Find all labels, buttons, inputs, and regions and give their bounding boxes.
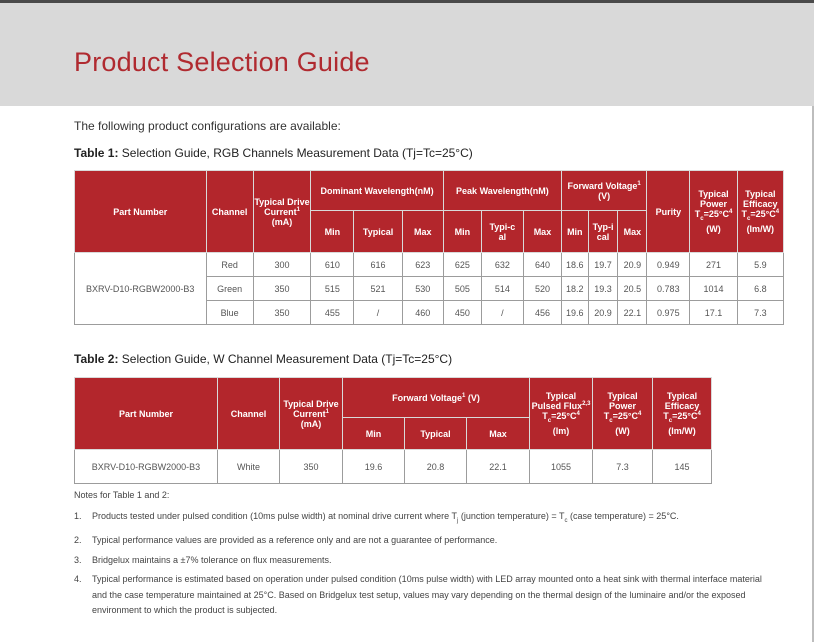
- note-sub: c: [564, 517, 568, 524]
- t1-purity-val: 0.975: [647, 301, 690, 325]
- t2-vf-max: Max: [467, 418, 530, 450]
- t1-dom-max-val: 460: [402, 301, 443, 325]
- table1-caption-text: Selection Guide, RGB Channels Measurement Data (Tj=Tc=25°C): [118, 146, 473, 160]
- t1-peak-min: Min: [443, 211, 481, 253]
- note-item: [74, 509, 764, 529]
- t1-fv-sup: 1: [637, 180, 641, 187]
- table2-caption: [74, 352, 452, 366]
- t1-current: 350: [253, 301, 311, 325]
- t1-header-power: [690, 171, 737, 253]
- t1-peak-typ-val: /: [481, 301, 523, 325]
- t2-header-channel: Channel: [218, 378, 280, 450]
- t1-header-part-number: Part Number: [75, 171, 207, 253]
- t2-vf-min: Min: [343, 418, 405, 450]
- t1-dom-typ: Typical: [354, 211, 402, 253]
- t1-header-channel: Channel: [206, 171, 253, 253]
- t2-flux-cond-rest: =25°C: [551, 411, 577, 422]
- t2-efficacy-cond-rest: =25°C: [672, 411, 698, 422]
- table2: [74, 377, 712, 484]
- t1-efficacy-val: 5.9: [737, 253, 783, 277]
- note-text: Typical performance is estimated based on operation under pulsed condition (10ms pulse width) with LED array mounted onto a heat sink with thermal interface material and the case temperature maintained at 25°C. Based on Bridgelux test setup, values may vary depending on the thermal design of the luminaire and/or the exposed environment to which the product is subjected.: [92, 574, 762, 616]
- t2-efficacy-cond-sub: c: [668, 417, 673, 424]
- t1-dom-typ-val: 616: [354, 253, 402, 277]
- t1-dom-max: Max: [402, 211, 443, 253]
- t2-flux-cond-sub: c: [547, 417, 552, 424]
- t1-drive-current-label: Typical Drive Current: [254, 196, 310, 217]
- t1-power-val: 1014: [690, 277, 737, 301]
- t2-power-cond-sub: c: [609, 417, 613, 424]
- t1-vf-typ: Typ-ical: [588, 211, 618, 253]
- t2-drive-current-unit: (mA): [300, 418, 322, 429]
- t1-channel: Blue: [206, 301, 253, 325]
- note-sub: j: [457, 517, 459, 524]
- t1-vf-min-val: 19.6: [561, 301, 588, 325]
- table2-header-row: [75, 378, 712, 418]
- t1-header-efficacy: [737, 171, 783, 253]
- t2-flux-unit: (lm): [552, 425, 570, 436]
- t1-vf-max: Max: [618, 211, 647, 253]
- t1-dom-min-val: 610: [311, 253, 354, 277]
- note-number: 4.: [74, 574, 82, 585]
- t2-efficacy-val: 145: [653, 450, 712, 484]
- t1-peak-max-val: 640: [523, 253, 561, 277]
- note-text: Typical performance values are provided as a reference only and are not a guarantee of performance.: [92, 535, 498, 546]
- t2-vf-typ: Typical: [405, 418, 467, 450]
- t1-channel: Green: [206, 277, 253, 301]
- t2-fv-sup: 1: [462, 392, 466, 399]
- t2-flux-cond-sup: 4: [576, 411, 580, 418]
- t1-vf-min: Min: [561, 211, 588, 253]
- t1-efficacy-sup: 4: [775, 209, 780, 216]
- t1-vf-typ-val: 19.3: [588, 277, 618, 301]
- t2-header-power: [593, 378, 653, 450]
- page-header: [0, 3, 814, 106]
- t1-efficacy-unit: (lm/W): [746, 223, 775, 234]
- t2-power-cond-rest: =25°C: [612, 411, 638, 422]
- t1-power-cond-rest: =25°C: [703, 209, 729, 220]
- t2-vf-min-val: 19.6: [343, 450, 405, 484]
- note-text: Products tested under pulsed condition (10ms pulse width) at nominal drive current where T: [92, 511, 458, 521]
- note-text: Bridgelux maintains a ±7% tolerance on flux measurements.: [92, 554, 332, 565]
- t1-header-forward-voltage: [561, 171, 646, 211]
- table-row: [75, 253, 784, 277]
- t2-efficacy-label: Typical Efficacy: [664, 391, 700, 412]
- t1-vf-min-val: 18.2: [561, 277, 588, 301]
- t1-vf-typ-val: 19.7: [588, 253, 618, 277]
- t2-power-cond: T: [603, 411, 610, 422]
- t2-flux-sup: 2,3: [582, 401, 591, 408]
- t1-power-val: 271: [690, 253, 737, 277]
- t2-header-forward-voltage: [343, 378, 530, 418]
- t2-vf-max-val: 22.1: [467, 450, 530, 484]
- t2-header-flux: [530, 378, 593, 450]
- t1-dom-max-val: 623: [402, 253, 443, 277]
- note-number: 2.: [74, 535, 82, 546]
- t2-flux-cond: T: [542, 411, 548, 422]
- t1-current: 350: [253, 277, 311, 301]
- t1-dom-typ-val: 521: [354, 277, 402, 301]
- t2-efficacy-unit: (lm/W): [668, 425, 696, 436]
- t2-vf-typ-val: 20.8: [405, 450, 467, 484]
- t1-dom-min-val: 515: [311, 277, 354, 301]
- t1-peak-max-val: 456: [523, 301, 561, 325]
- t2-power-sup: 4: [637, 411, 642, 418]
- t2-channel: White: [218, 450, 280, 484]
- t2-fv-unit: (V): [467, 392, 480, 403]
- t1-header-dominant: Dominant Wavelength(nM): [311, 171, 444, 211]
- t1-dom-typ-val: /: [354, 301, 402, 325]
- table1-caption: [74, 146, 473, 160]
- t1-vf-max-val: 20.5: [618, 277, 647, 301]
- t1-power-cond-sub: c: [700, 215, 704, 222]
- t1-header-peak: Peak Wavelength(nM): [443, 171, 561, 211]
- t2-current: 350: [280, 450, 343, 484]
- t1-fv-label: Forward Voltage: [567, 180, 638, 191]
- t2-header-efficacy: [653, 378, 712, 450]
- notes-section: [74, 490, 764, 623]
- t1-power-label: Typical Power: [698, 189, 729, 210]
- t1-vf-min-val: 18.6: [561, 253, 588, 277]
- table2-caption-label: Table 2:: [74, 352, 119, 366]
- t1-current: 300: [253, 253, 311, 277]
- note-number: 3.: [74, 554, 82, 565]
- t1-dom-min: Min: [311, 211, 354, 253]
- t1-efficacy-val: 7.3: [737, 301, 783, 325]
- t1-power-sup: 4: [728, 209, 733, 216]
- t2-efficacy-sup: 4: [697, 411, 701, 418]
- t2-flux-label: Typical Pulsed Flux: [531, 391, 583, 412]
- t2-efficacy-cond: T: [663, 411, 669, 422]
- note-text: (case temperature) = 25°C.: [567, 511, 679, 521]
- t1-purity-val: 0.949: [647, 253, 690, 277]
- t1-header-purity: Purity: [647, 171, 690, 253]
- table1-header-row: [75, 171, 784, 211]
- t1-peak-max: Max: [523, 211, 561, 253]
- t1-vf-max-val: 22.1: [618, 301, 647, 325]
- t1-efficacy-cond: T: [741, 209, 748, 220]
- t1-efficacy-cond-sub: c: [747, 215, 751, 222]
- t1-power-unit: (W): [706, 223, 721, 234]
- t1-peak-min-val: 625: [443, 253, 481, 277]
- t1-efficacy-cond-rest: =25°C: [750, 209, 776, 220]
- t1-vf-typ-val: 20.9: [588, 301, 618, 325]
- t1-power-cond: T: [694, 209, 701, 220]
- table2-caption-text: Selection Guide, W Channel Measurement Data (Tj=Tc=25°C): [118, 352, 453, 366]
- t1-efficacy-val: 6.8: [737, 277, 783, 301]
- t1-peak-max-val: 520: [523, 277, 561, 301]
- t1-efficacy-label: Typical Efficacy: [743, 189, 778, 210]
- t1-header-drive-current: [253, 171, 311, 253]
- t1-peak-typ-val: 632: [481, 253, 523, 277]
- note-item: [74, 572, 764, 619]
- t1-purity-val: 0.783: [647, 277, 690, 301]
- t1-part-number: BXRV-D10-RGBW2000-B3: [75, 253, 207, 325]
- t2-part-number: BXRV-D10-RGBW2000-B3: [75, 450, 218, 484]
- t1-peak-typ-val: 514: [481, 277, 523, 301]
- notes-title: Notes for Table 1 and 2:: [74, 490, 170, 500]
- t1-peak-min-val: 450: [443, 301, 481, 325]
- t2-flux-val: 1055: [530, 450, 593, 484]
- table-row: [75, 450, 712, 484]
- t1-drive-current-sup: 1: [296, 206, 300, 213]
- t1-channel: Red: [206, 253, 253, 277]
- t2-fv-label: Forward Voltage: [392, 392, 462, 403]
- note-number: 1.: [74, 511, 82, 521]
- table1: [74, 170, 784, 325]
- t1-peak-typ: Typi-cal: [481, 211, 523, 253]
- note-text: (junction temperature) = T: [458, 511, 565, 521]
- intro-text: The following product configurations are available:: [74, 119, 341, 133]
- t2-header-part-number: Part Number: [75, 378, 218, 450]
- t2-power-unit: (W): [615, 425, 630, 436]
- t1-dom-max-val: 530: [402, 277, 443, 301]
- note-item: [74, 533, 764, 549]
- page-title: Product Selection Guide: [74, 47, 370, 77]
- t2-drive-current-label: Typical Drive Current: [283, 398, 339, 419]
- t1-drive-current-unit: (mA): [271, 216, 293, 227]
- note-item: [74, 553, 764, 569]
- t1-power-val: 17.1: [690, 301, 737, 325]
- table1-caption-label: Table 1:: [74, 146, 119, 160]
- t2-power-val: 7.3: [593, 450, 653, 484]
- t2-header-drive-current: [280, 378, 343, 450]
- t1-vf-max-val: 20.9: [618, 253, 647, 277]
- t1-peak-min-val: 505: [443, 277, 481, 301]
- t1-dom-min-val: 455: [311, 301, 354, 325]
- t1-fv-unit: (V): [598, 190, 611, 201]
- t2-power-label: Typical Power: [607, 391, 638, 412]
- t2-drive-current-sup: 1: [325, 408, 329, 415]
